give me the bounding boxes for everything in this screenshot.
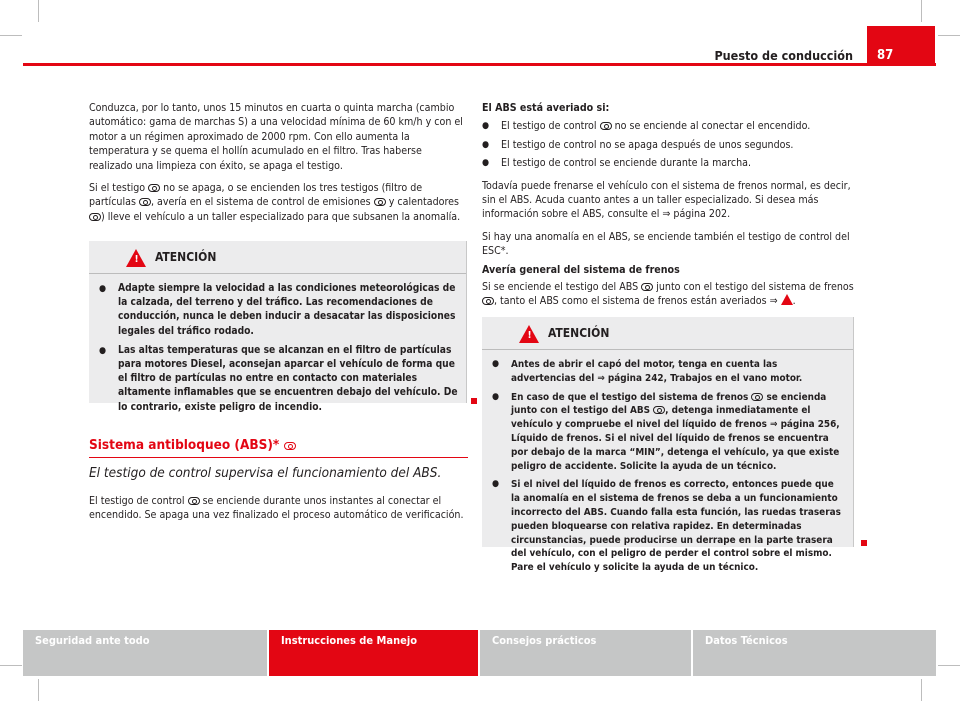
crop-mark bbox=[938, 665, 960, 666]
fault-item: ● El testigo de control se enciende durante la marcha. bbox=[482, 156, 854, 170]
warning-bullet: ● Antes de abrir el capó del motor, tenga en cuenta las advertencias del ⇒ página 242, Trabajos en el vano motor. bbox=[492, 358, 845, 386]
warning-bullet: ● Si el nivel del líquido de frenos es correcto, entonces puede que la anomalía en el sistema de frenos se deba a un funcionamiento incorrecto del ABS. Cuando falla esta función, las ruedas traseras pueden bloquearse con relativa rapidez. En determinadas circunstancias, puede producirse un derrape en la parte trasera del vehículo, con el peligro de perder el control sobre el mismo. Pare el vehículo y solicite la ayuda de un técnico. bbox=[492, 478, 845, 575]
warning-body bbox=[89, 274, 466, 424]
abs-paragraph: El testigo de control se enciende durante unos instantes al conectar el encendido. Se apaga una vez finalizado el proceso automático de verificación. bbox=[89, 495, 464, 522]
section-title: Puesto de conducción bbox=[714, 48, 853, 63]
warning-bullet: ● Adapte siempre la velocidad a las condiciones meteorológicas de la calzada, del terreno y del tráfico. Las recomendaciones de conducción, nunca le deben inducir a desacatar las disposiciones legales del tráfico rodado. bbox=[99, 282, 458, 339]
crop-mark bbox=[938, 35, 960, 36]
footer-tab-consejos[interactable]: Consejos prácticos bbox=[480, 630, 691, 676]
right-column bbox=[482, 101, 854, 317]
warning-box bbox=[482, 317, 854, 574]
crop-mark bbox=[0, 35, 22, 36]
emission-control-icon bbox=[374, 198, 386, 206]
warning-title: ATENCIÓN bbox=[548, 326, 610, 340]
warning-header bbox=[89, 241, 466, 274]
warning-title: ATENCIÓN bbox=[155, 250, 217, 264]
crop-mark bbox=[921, 0, 922, 22]
particle-filter-icon bbox=[139, 198, 151, 206]
warning-bullet: ● Las altas temperaturas que se alcanzan en el filtro de partículas para motores Diesel, aconsejan aparcar el vehículo de forma que el filtro de partículas no entre en contacto con materiales altamente inflamables que se encuentren debajo del vehículo. De lo contrario, existe peligro de incendio. bbox=[99, 344, 458, 415]
glow-plug-icon bbox=[89, 213, 101, 221]
warning-box bbox=[89, 241, 467, 413]
section-subheading: El testigo de control supervisa el funcionamiento del ABS. bbox=[89, 465, 442, 481]
warning-triangle-mark: ! bbox=[134, 254, 139, 265]
abs-warning-lamp-icon bbox=[284, 442, 296, 450]
abs-warning-lamp-icon bbox=[188, 497, 200, 505]
brake-system-icon bbox=[751, 393, 763, 401]
fault-title: El ABS está averiado si: bbox=[482, 102, 610, 114]
particle-filter-icon bbox=[148, 184, 160, 192]
crop-mark bbox=[0, 665, 22, 666]
end-of-section-mark bbox=[471, 398, 477, 404]
paragraph: Si hay una anomalía en el ABS, se enciende también el testigo de control del ESC*. bbox=[482, 230, 850, 258]
end-of-section-mark bbox=[861, 540, 867, 546]
fault-item: ● El testigo de control no se apaga después de unos segundos. bbox=[482, 138, 854, 152]
footer-tab-seguridad[interactable]: Seguridad ante todo bbox=[23, 630, 267, 676]
abs-warning-lamp-icon bbox=[641, 283, 653, 291]
section-heading: Sistema antibloqueo (ABS)* bbox=[89, 437, 296, 453]
crop-mark bbox=[38, 0, 39, 22]
abs-warning-lamp-icon bbox=[600, 122, 612, 130]
paragraph: Si se enciende el testigo del ABS junto con el testigo del sistema de frenos , tanto el ABS como el sistema de frenos están averiados ⇒ . bbox=[482, 281, 854, 308]
warning-bullet: ● En caso de que el testigo del sistema de frenos se encienda junto con el testigo del ABS , detenga inmediatamente el vehículo y compruebe el nivel del líquido de frenos ⇒ página 256, Líquido de frenos. Si el nivel del líquido de frenos se encuentra por debajo de la marca “MIN”, detenga el vehículo, ya que existe peligro de accidente. Solicite la ayuda de un técnico. bbox=[492, 391, 845, 474]
abs-warning-lamp-icon bbox=[653, 406, 665, 414]
footer-tab-instrucciones[interactable]: Instrucciones de Manejo bbox=[269, 630, 478, 676]
crop-mark bbox=[921, 679, 922, 701]
general-fault-title: Avería general del sistema de frenos bbox=[482, 263, 680, 276]
header-rule bbox=[23, 63, 936, 66]
paragraph: Conduzca, por lo tanto, unos 15 minutos en cuarta o quinta marcha (cambio automático: gama de marchas S) a una velocidad mínima de 60 km/h y con el motor a un régimen aproximado de 2000 rpm. Con ello aumenta la temperatura y se quema el hollín acumulado en el filtro. Tras haberse realizado una limpieza con éxito, se apaga el testigo. bbox=[89, 102, 463, 172]
paragraph: Todavía puede frenarse el vehículo con el sistema de frenos normal, es decir, sin el ABS. Acuda cuanto antes a un taller especializado. Si desea más información sobre el ABS, consulte el ⇒ página 202. bbox=[482, 179, 851, 221]
fault-item: ● El testigo de control no se enciende al conectar el encendido. bbox=[482, 119, 854, 133]
warning-body bbox=[482, 350, 853, 584]
brake-system-icon bbox=[482, 297, 494, 305]
heading-rule bbox=[89, 457, 468, 458]
warning-header bbox=[482, 317, 853, 350]
left-column bbox=[89, 101, 467, 232]
footer-tab-datos[interactable]: Datos Técnicos bbox=[693, 630, 936, 676]
warning-triangle-mark: ! bbox=[527, 330, 532, 341]
warning-triangle-icon bbox=[781, 294, 793, 305]
page-number: 87 bbox=[867, 26, 935, 66]
paragraph: Si el testigo no se apaga, o se encienden los tres testigos (filtro de partículas , avería en el sistema de control de emisiones y calentadores ) lleve el vehículo a un taller especializado para que subsanen la anomalía. bbox=[89, 182, 461, 223]
crop-mark bbox=[38, 679, 39, 701]
